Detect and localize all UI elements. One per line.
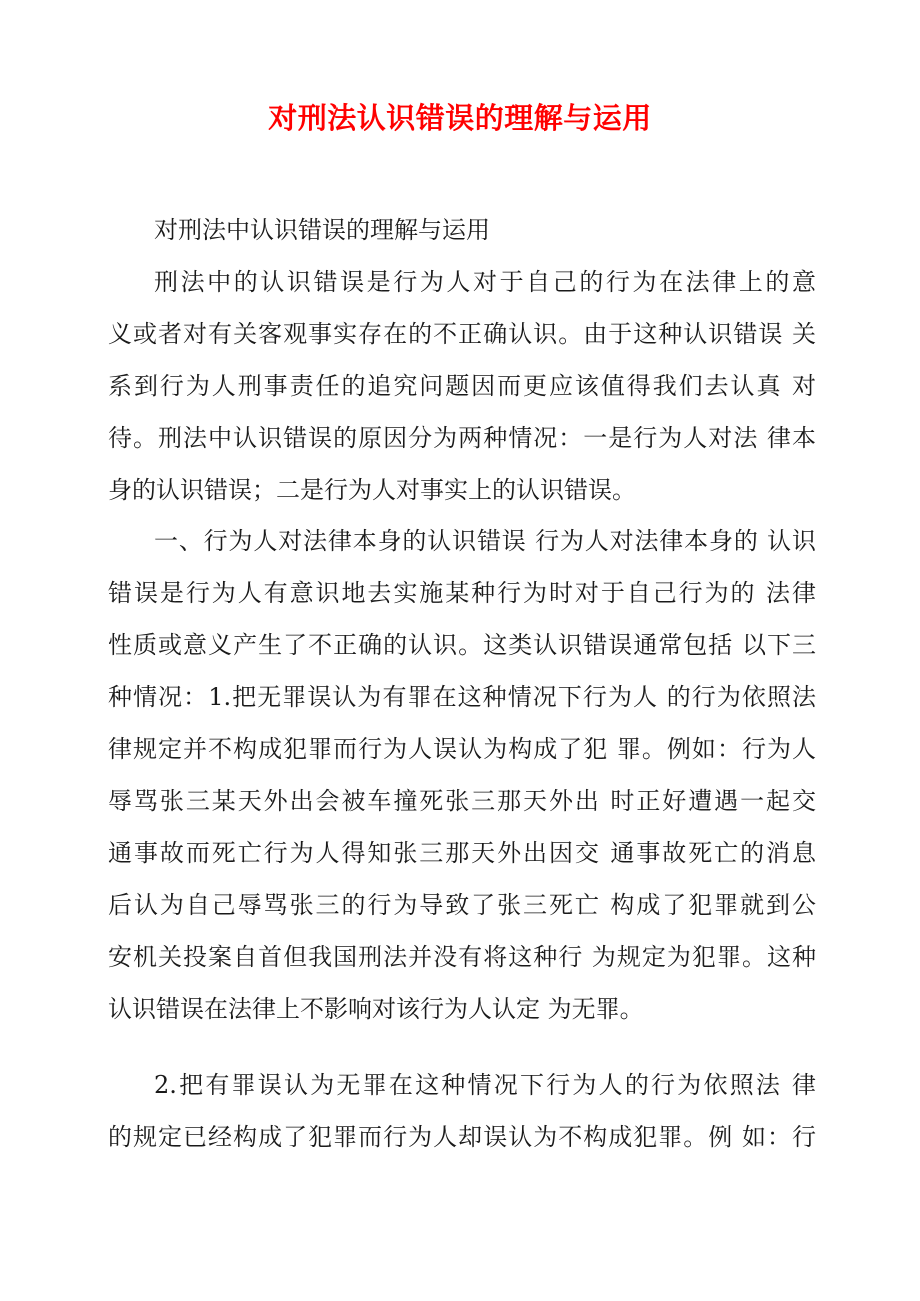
text-line: 系到行为人刑事责任的追究问题因而更应该值得我们去认真 对 <box>108 372 816 400</box>
text-line: 错误是行为人有意识地去实施某种行为时对于自己行为的 法律 <box>108 579 816 607</box>
document-title: 对刑法认识错误的理解与运用 <box>268 101 652 135</box>
text-line: 一、行为人对法律本身的认识错误 行为人对法律本身的 认识 <box>154 527 816 555</box>
text-line: 辱骂张三某天外出会被车撞死张三那天外出 时正好遭遇一起交 <box>108 787 816 815</box>
text-line: 认识错误在法律上不影响对该行为人认定 为无罪。 <box>108 995 644 1023</box>
text-line: 性质或意义产生了不正确的认识。这类认识错误通常包括 以下三 <box>108 631 816 659</box>
text-line: 身的认识错误；二是行为人对事实上的认识错误。 <box>108 476 636 504</box>
text-line: 的规定已经构成了犯罪而行为人却误认为不构成犯罪。例 如：行 <box>108 1123 816 1151</box>
text-line: 安机关投案自首但我国刑法并没有将这种行 为规定为犯罪。这种 <box>108 943 816 971</box>
text-line: 义或者对有关客观事实存在的不正确认识。由于这种认识错误 关 <box>108 320 816 348</box>
text-line: 种情况：1.把无罪误认为有罪在这种情况下行为人 的行为依照法 <box>108 683 816 711</box>
text-line: 后认为自己辱骂张三的行为导致了张三死亡 构成了犯罪就到公 <box>108 891 816 919</box>
text-line: 待。刑法中认识错误的原因分为两种情况：一是行为人对法 律本 <box>108 424 816 452</box>
text-line: 刑法中的认识错误是行为人对于自己的行为在法律上的意 <box>154 268 816 296</box>
text-line: 律规定并不构成犯罪而行为人误认为构成了犯 罪。例如：行为人 <box>108 735 816 763</box>
text-line: 对刑法中认识错误的理解与运用 <box>154 216 490 244</box>
text-line: 通事故而死亡行为人得知张三那天外出因交 通事故死亡的消息 <box>108 839 816 867</box>
text-line: 2.把有罪误认为无罪在这种情况下行为人的行为依照法 律 <box>154 1071 816 1099</box>
